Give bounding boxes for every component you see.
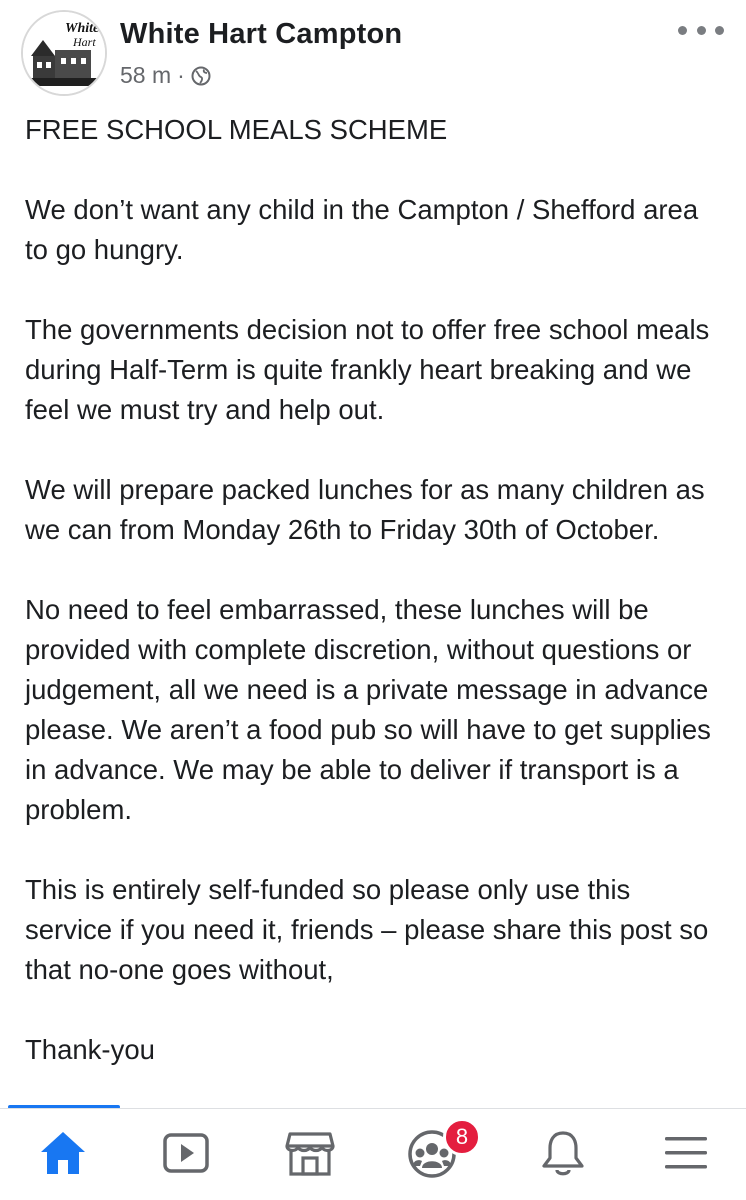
post-text bbox=[25, 110, 725, 1110]
home-icon bbox=[38, 1129, 88, 1177]
post-timestamp[interactable]: 58 m bbox=[120, 61, 172, 88]
page-name-link[interactable]: White Hart Campton bbox=[120, 18, 403, 50]
post-header bbox=[0, 0, 746, 106]
tab-menu[interactable] bbox=[656, 1123, 716, 1183]
svg-text:Hart: Hart bbox=[73, 35, 96, 49]
post-paragraph: We will prepare packed lunches for as many children as we can from Monday 26th to Friday 30th of October. bbox=[25, 474, 705, 545]
page-avatar[interactable] bbox=[21, 10, 107, 96]
post-paragraph-signoff: Thank-you bbox=[25, 1034, 155, 1065]
marketplace-icon bbox=[284, 1128, 336, 1178]
post-paragraph: The governments decision not to offer free school meals during Half-Term is quite frankly heart breaking and we feel we must try and help out. bbox=[25, 314, 710, 425]
meta-separator: · bbox=[177, 61, 185, 88]
menu-icon bbox=[662, 1131, 710, 1175]
tab-watch[interactable] bbox=[156, 1123, 216, 1183]
pub-logo-icon bbox=[23, 12, 105, 94]
post-paragraph-title: FREE SCHOOL MEALS SCHEME bbox=[25, 114, 448, 145]
post-paragraph: We don’t want any child in the Campton / Shefford area to go hungry. bbox=[25, 194, 699, 265]
post-meta bbox=[120, 60, 211, 90]
tab-marketplace[interactable] bbox=[280, 1123, 340, 1183]
bottom-tab-bar bbox=[0, 1108, 746, 1200]
groups-notification-badge: 8 bbox=[443, 1118, 481, 1156]
more-options-icon[interactable] bbox=[678, 20, 724, 40]
post-paragraph: No need to feel embarrassed, these lunches will be provided with complete discretion, without questions or judgement, all we need is a private message in advance please. We aren’t a food pub so will have to get supplies in advance. We may be able to deliver if transport is a problem. bbox=[25, 594, 711, 825]
notifications-bell-icon bbox=[539, 1128, 587, 1178]
svg-text:White: White bbox=[65, 21, 100, 36]
watch-icon bbox=[161, 1129, 211, 1177]
globe-icon bbox=[191, 65, 211, 85]
post-paragraph: This is entirely self-funded so please only use this service if you need it, friends – please share this post so that no-one goes without, bbox=[25, 874, 709, 985]
tab-notifications[interactable] bbox=[533, 1123, 593, 1183]
tab-home[interactable] bbox=[33, 1123, 93, 1183]
